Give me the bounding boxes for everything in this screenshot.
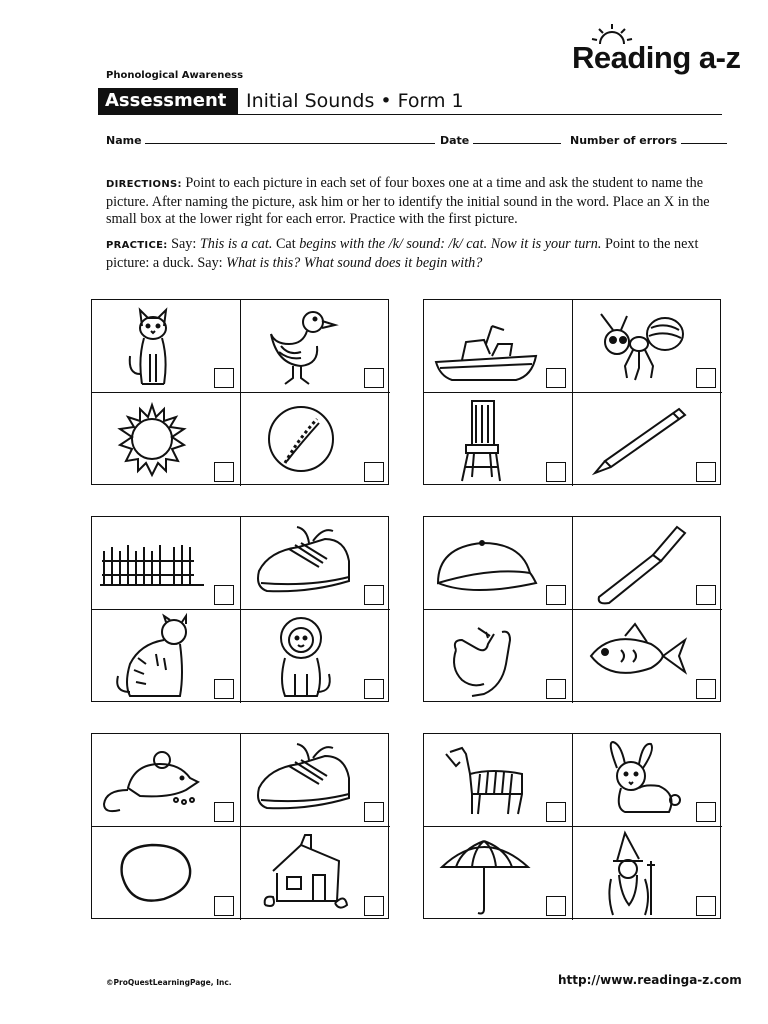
lion-icon <box>249 614 355 698</box>
category-label: Phonological Awareness <box>106 70 244 81</box>
practice-italic-3: What is this? What sound does it begin with? <box>226 254 483 271</box>
picture-cell <box>573 610 722 703</box>
error-checkbox[interactable] <box>214 679 234 699</box>
picture-set-5 <box>91 733 389 919</box>
picture-cell <box>241 734 390 827</box>
page-title: Initial Sounds • Form 1 <box>246 90 464 112</box>
picture-cell <box>424 300 573 393</box>
error-checkbox[interactable] <box>364 462 384 482</box>
practice-label: PRACTICE: <box>106 240 168 251</box>
errors-label: Number of errors <box>570 134 678 147</box>
fence-icon <box>100 521 206 605</box>
pencil-icon <box>581 397 687 481</box>
picture-set-1 <box>91 299 389 485</box>
practice-text-2: Point to the next picture: a duck. Say: <box>106 236 699 271</box>
fish-icon <box>581 614 687 698</box>
picture-cell <box>424 393 573 486</box>
error-checkbox[interactable] <box>364 368 384 388</box>
thumb-icon <box>432 614 538 698</box>
picture-cell <box>424 517 573 610</box>
picture-cell <box>573 300 722 393</box>
picture-cell <box>241 827 390 920</box>
error-checkbox[interactable] <box>696 585 716 605</box>
cap-icon <box>432 521 538 605</box>
picture-cell <box>241 300 390 393</box>
error-checkbox[interactable] <box>546 679 566 699</box>
picture-cell <box>424 827 573 920</box>
practice-paragraph <box>106 236 726 272</box>
picture-cell <box>92 300 241 393</box>
error-checkbox[interactable] <box>546 462 566 482</box>
cat-icon <box>100 304 206 388</box>
error-checkbox[interactable] <box>696 679 716 699</box>
tiger-icon <box>100 614 206 698</box>
baseball-icon <box>249 397 355 481</box>
picture-set-6 <box>423 733 721 919</box>
wizard-icon <box>581 831 687 915</box>
picture-set-3 <box>91 516 389 702</box>
zebra-icon <box>432 738 538 822</box>
picture-cell <box>92 734 241 827</box>
duck-icon <box>249 304 355 388</box>
picture-cell <box>241 393 390 486</box>
date-label: Date <box>440 134 470 147</box>
picture-cell <box>92 610 241 703</box>
date-field[interactable] <box>440 132 561 147</box>
error-checkbox[interactable] <box>214 368 234 388</box>
error-checkbox[interactable] <box>546 585 566 605</box>
mouse-icon <box>100 738 206 822</box>
error-checkbox[interactable] <box>696 896 716 916</box>
name-field[interactable] <box>106 132 435 147</box>
picture-cell <box>573 827 722 920</box>
errors-line[interactable] <box>681 132 727 144</box>
picture-cell <box>424 734 573 827</box>
picture-cell <box>573 517 722 610</box>
error-checkbox[interactable] <box>696 462 716 482</box>
reading-az-logo <box>572 30 741 78</box>
practice-italic-1: This is a cat. <box>199 236 273 252</box>
shoe-icon <box>249 738 355 822</box>
picture-cell <box>92 517 241 610</box>
picture-set-2 <box>423 299 721 485</box>
error-checkbox[interactable] <box>214 585 234 605</box>
directions-label: DIRECTIONS: <box>106 179 182 190</box>
directions-text: Point to each picture in each set of four boxes one at a time and ask the student to name the picture. After naming the picture, ask him or her to identify the initial sound in the word. Place an X in the small box at the lower right for each error. Practice with the first picture. <box>106 175 710 227</box>
knife-icon <box>581 521 687 605</box>
errors-field[interactable] <box>570 132 727 147</box>
date-line[interactable] <box>473 132 561 144</box>
house-icon <box>249 831 355 915</box>
error-checkbox[interactable] <box>696 802 716 822</box>
error-checkbox[interactable] <box>364 679 384 699</box>
error-checkbox[interactable] <box>214 896 234 916</box>
error-checkbox[interactable] <box>364 896 384 916</box>
error-checkbox[interactable] <box>214 802 234 822</box>
directions-paragraph <box>106 175 726 229</box>
logo-text: Reading a-z <box>572 40 741 75</box>
assessment-badge: Assessment <box>98 88 238 114</box>
error-checkbox[interactable] <box>364 585 384 605</box>
picture-cell <box>92 827 241 920</box>
error-checkbox[interactable] <box>214 462 234 482</box>
picture-cell <box>241 517 390 610</box>
picture-set-4 <box>423 516 721 702</box>
error-checkbox[interactable] <box>364 802 384 822</box>
picture-cell <box>241 610 390 703</box>
error-checkbox[interactable] <box>546 368 566 388</box>
umbrella-icon <box>432 831 538 915</box>
practice-say: Say: <box>171 236 197 252</box>
copyright: ©ProQuestLearningPage, Inc. <box>106 978 232 987</box>
picture-cell <box>573 393 722 486</box>
egg-icon <box>100 831 206 915</box>
name-label: Name <box>106 134 142 147</box>
sun-icon <box>100 397 206 481</box>
picture-cell <box>573 734 722 827</box>
name-line[interactable] <box>145 132 435 144</box>
ant-icon <box>581 304 687 388</box>
boat-icon <box>432 304 538 388</box>
practice-cat-word: Cat <box>275 236 296 252</box>
title-bar <box>98 88 722 115</box>
chair-icon <box>432 397 538 481</box>
footer-url[interactable]: http://www.readinga-z.com <box>558 973 742 987</box>
picture-cell <box>92 393 241 486</box>
shoe-icon <box>249 521 355 605</box>
error-checkbox[interactable] <box>696 368 716 388</box>
error-checkbox[interactable] <box>546 896 566 916</box>
picture-cell <box>424 610 573 703</box>
rabbit-icon <box>581 738 687 822</box>
practice-italic-2: begins with the /k/ sound: /k/ cat. Now it is your turn. <box>299 236 602 252</box>
error-checkbox[interactable] <box>546 802 566 822</box>
